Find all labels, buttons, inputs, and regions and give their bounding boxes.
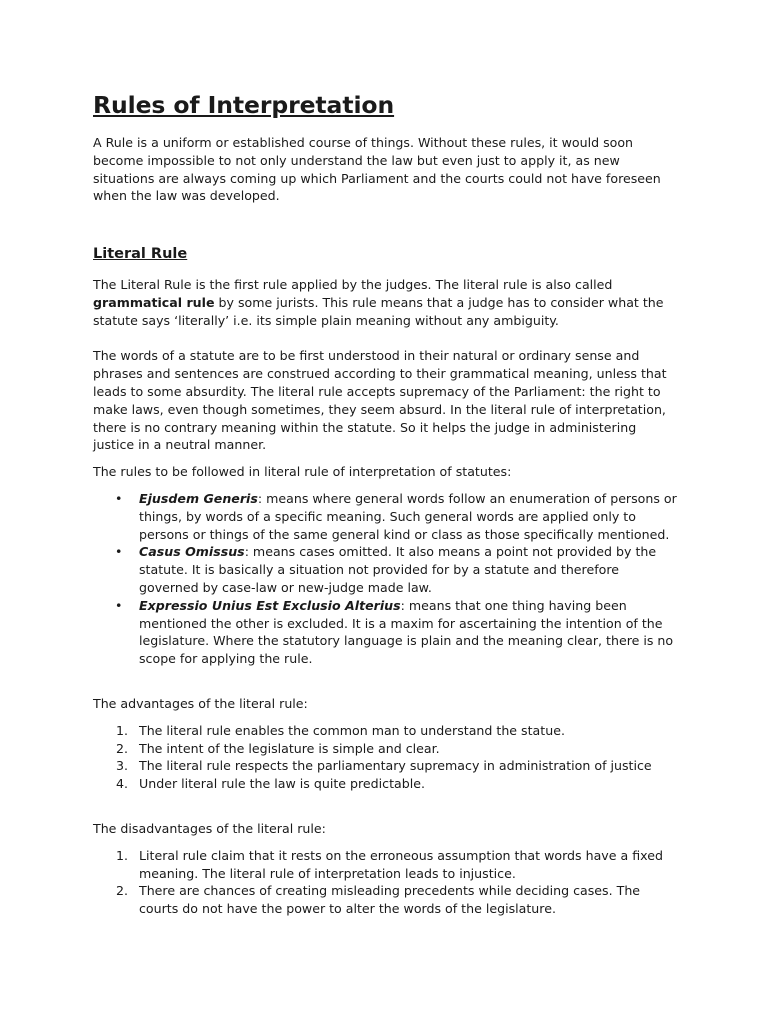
literal-rule-text-after: by some jurists. This rule means that a judge has to consider what the statute says ‘literally’ i.e. its simple plain meaning without any ambiguity. [93, 294, 664, 328]
rule-text: : means cases omitted. It also means a point not provided by the statute. It is basically a situation not provided for by a statute and therefore governed by case-law or new-judge made law. [139, 544, 657, 595]
list-item-text: The intent of the legislature is simple and clear. [139, 740, 440, 756]
list-number: 1. [116, 847, 129, 863]
list-item [93, 597, 678, 668]
bullet-icon: • [115, 490, 123, 506]
list-item-text: There are chances of creating misleading precedents while deciding cases. The courts do not have the power to alter the words of the legislature. [139, 883, 641, 917]
disadvantages-list [93, 847, 678, 918]
rule-text: : means where general words follow an enumeration of persons or things, by words of a specific meaning. Such general words are applied only to persons or things of the same general kind or class as those specifically mentioned. [139, 490, 677, 542]
list-item [93, 543, 678, 596]
list-item [93, 847, 678, 883]
advantages-intro: The advantages of the literal rule: [93, 695, 308, 711]
rule-term: Casus Omissus [139, 544, 245, 560]
literal-rule-text-before: The Literal Rule is the first rule applied by the judges. The literal rule is also called [93, 277, 613, 293]
list-item-text: The literal rule enables the common man to understand the statue. [139, 722, 565, 738]
list-number: 1. [116, 722, 129, 738]
rule-text: : means that one thing having been mentioned the other is excluded. It is a maxim for ascertaining the intention of the legislature. Where the statutory language is plain and the meaning clear, there is no scope for applying the rule. [139, 597, 674, 667]
bullet-icon: • [115, 597, 123, 613]
list-item [93, 722, 678, 740]
grammatical-rule-term: grammatical rule [93, 294, 215, 310]
list-item-text: Literal rule claim that it rests on the erroneous assumption that words have a fixed meaning. The literal rule of interpretation leads to injustice. [139, 847, 663, 881]
list-number: 2. [116, 740, 129, 756]
rule-term: Expressio Unius Est Exclusio Alterius [139, 597, 401, 613]
list-item [93, 740, 678, 758]
list-item [93, 882, 678, 918]
list-item-text: The literal rule respects the parliamentary supremacy in administration of justice [139, 758, 652, 774]
list-item-text: Under literal rule the law is quite predictable. [139, 776, 425, 792]
rules-list [93, 490, 678, 668]
rule-term: Ejusdem Generis [139, 490, 258, 506]
intro-paragraph: A Rule is a uniform or established course of things. Without these rules, it would soon become impossible to not only understand the law but even just to apply it, as new situations are always coming up which Parliament and the courts could not have foreseen when the law was developed. [93, 135, 661, 204]
rules-intro: The rules to be followed in literal rule of interpretation of statutes: [93, 464, 512, 480]
list-number: 2. [116, 883, 129, 899]
literal-rule-paragraph-2: The words of a statute are to be first understood in their natural or ordinary sense and phrases and sentences are construed according to their grammatical meaning, unless that leads to some absurdity. The literal rule accepts supremacy of the Parliament: the right to make laws, even though sometimes, they seem absurd. In the literal rule of interpretation, there is no contrary meaning within the statute. So it helps the judge in administering justice in a neutral manner. [93, 348, 667, 453]
list-item [93, 757, 678, 775]
list-item [93, 775, 678, 793]
section-heading-literal-rule: Literal Rule [93, 246, 188, 263]
advantages-list [93, 722, 678, 793]
document-body [93, 88, 678, 918]
disadvantages-intro: The disadvantages of the literal rule: [93, 820, 326, 836]
list-number: 4. [116, 776, 129, 792]
literal-rule-paragraph-1 [93, 276, 678, 329]
page-title: Rules of Interpretation [93, 91, 395, 119]
bullet-icon: • [115, 544, 123, 560]
list-item [93, 490, 678, 543]
list-number: 3. [116, 758, 129, 774]
